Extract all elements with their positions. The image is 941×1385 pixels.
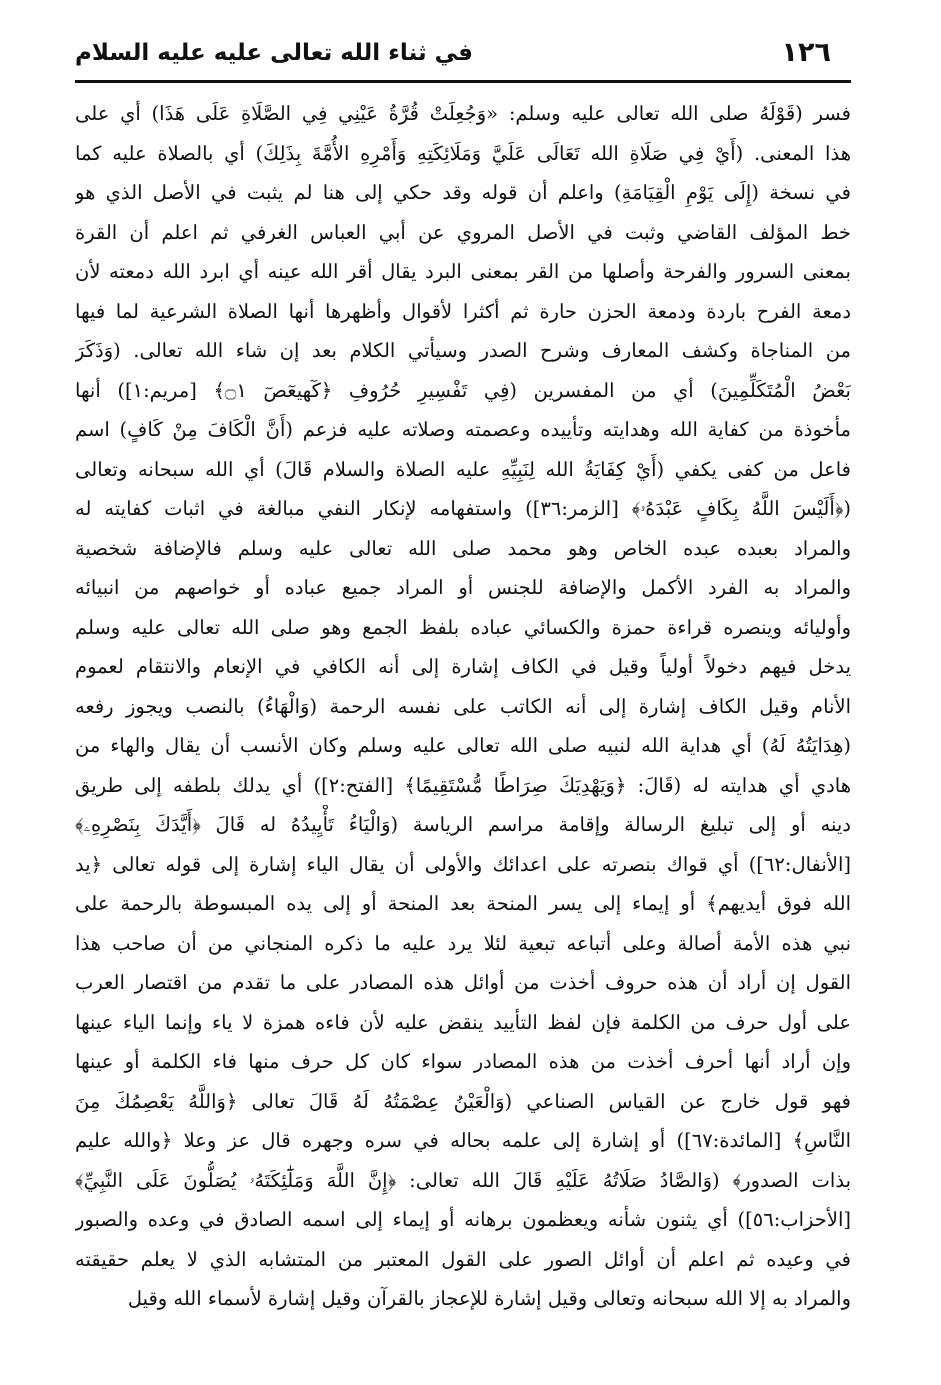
text-line: والمراد به الفرد الأكمل والإضافة للجنس أو المراد جميع عباده أو خواصهم من انبيائه bbox=[75, 576, 851, 599]
text-line: في وعيده ثم اعلم أن أوائل الصور على القول المعتبر من المتشابه الذي لا يعلم حقيقته bbox=[75, 1247, 851, 1271]
text-line: (﴿أَلَيْسَ اللَّهُ بِكَافٍ عَبْدَهُۥ﴾ [الزمر:٣٦]) واستفهامه لإنكار النفي مبالغة في اثبات كفايته له bbox=[75, 497, 851, 520]
text-line: نبي هذه الأمة أصالة وعلى أتباعه تبعية لئلا يرد عليه ما ذكره المنجاني من أن صاحب هذا bbox=[75, 931, 851, 955]
text-line: (هِدَايَتُهُ لَهُ) أي هداية الله لنبيه صلى الله تعالى عليه وسلم وكان الأنسب أن يقال والهاء من bbox=[75, 734, 851, 757]
header-divider bbox=[75, 80, 851, 83]
text-line: من المناجاة وكشف المعارف وشرح الصدر وسيأتي الكلام بعد إن شاء الله تعالى. (وَذَكَرَ bbox=[75, 339, 851, 362]
text-line: الأنام وقيل الكاف إشارة إلى أنه الكاتب على نفسه الرحمة (وَالْهَاءُ) بالنصب ويجوز رفعه bbox=[75, 694, 851, 718]
text-line: النَّاسِ﴾ [المائدة:٦٧]) أو إشارة إلى علمه بحاله في سره وجهره قال عز وعلا ﴿والله عليم bbox=[75, 1129, 851, 1152]
text-line: وأوليائه وينصره قراءة حمزة والكسائي عباده بلفظ الجمع وهو صلى الله تعالى عليه وسلم bbox=[75, 615, 851, 639]
text-line: والمراد به إلا الله سبحانه وتعالى وقيل إشارة للإعجاز بالقرآن وقيل إشارة لأسماء الله وقيل bbox=[127, 1287, 851, 1310]
text-line: فاعل من كفى يكفي (أَيْ كِفَايَةُ الله لِنَبِيِّهِ عليه الصلاة والسلام قَالَ) أي الله سبحانه وتعالى bbox=[75, 457, 851, 481]
text-line: فسر (قَوْلَهُ صلى الله تعالى عليه وسلم: «وَجُعِلَتْ قُرَّةُ عَيْنِي فِي الصَّلَاةِ عَلَى هَذَا) أي على bbox=[75, 102, 851, 125]
text-line: بَعْضُ الْمُتَكَلِّمِينَ) أي من المفسرين (فِي تَفْسِيرِ حُرُوفِ ﴿كٓهيعٓصٓ ۝١﴾ [مريم:١]) أنها bbox=[75, 378, 851, 402]
text-line: مأخوذة من كفاية الله وهدايته وتأييده وعصمته وصلاته عليه فزعم (أَنَّ الْكَافَ مِنْ كَافٍ) اسم bbox=[75, 418, 851, 441]
text-line: فهو قول خارج عن القياس الصناعي (وَالْعَيْنُ عِصْمَتُهُ لَهُ قَالَ تعالى ﴿وَاللَّهُ يَعْصِمُكَ مِنَ bbox=[75, 1089, 851, 1113]
text-line: هذا المعنى. (أَيْ فِي صَلَاةِ الله تَعَالَى عَلَيَّ وَمَلَائِكَتِهِ وَأَمْرِهِ الأُمَّةَ بِذَلِكَ) أي بالصلاة عليه كما bbox=[75, 141, 851, 165]
text-line: والمراد بعبده عبده الخاص وهو محمد صلى الله تعالى عليه وسلم فالإضافة شخصية bbox=[75, 536, 851, 560]
text-line: هادي أي هدايته له (قَالَ: ﴿وَيَهْدِيَكَ صِرَاطًا مُّسْتَقِيمًا﴾ [الفتح:٢]) أي يدلك بلطفه إلى طريق bbox=[75, 773, 851, 797]
text-line: دمعة الفرح باردة ودمعة الحزن حارة ثم أكثرا لأقوال وأظهرها أنها الصلاة الشرعية لما فيها bbox=[75, 299, 851, 323]
page-header bbox=[75, 30, 851, 72]
text-line: في نسخة (إِلَى يَوْمِ الْقِيَامَةِ) واعلم أن قوله وقد حكي إلى هنا لم يثبت في الأصل الذي هو bbox=[75, 181, 851, 204]
text-line: بمعنى السرور والفرحة وأصلها من القر بمعنى البرد يقال أقر الله عينه أي ابرد الله دمعته لأن bbox=[75, 260, 851, 283]
text-line: وإن أراد أنها أحرف أخذت من هذه المصادر سواء كان كل حرف منها فاء الكلمة أو عينها bbox=[75, 1050, 851, 1073]
text-line: القول إن أراد أن هذه حروف أخذت من أوائل هذه المصادر على ما تقدم من اقتصار العرب bbox=[75, 971, 851, 994]
page-number: ١٢٦ bbox=[781, 37, 831, 68]
text-line: بذات الصدور﴾ (وَالصَّادُ صَلَاتُهُ عَلَيْهِ قَالَ الله تعالى: ﴿إِنَّ اللَّهَ وَمَلَٰٓئِكَتَهُۥ يُصَلُّونَ عَلَى النَّبِيِّ﴾ bbox=[75, 1168, 851, 1192]
running-title: في ثناء الله تعالى عليه عليه السلام bbox=[75, 40, 473, 66]
text-line: على أول حرف من الكلمة فإن لفظ التأييد ينقض عليه لأن فاءه همزة لا ياء وإنما الياء عينها bbox=[75, 1010, 851, 1034]
body-text bbox=[75, 94, 851, 1344]
text-line: [الأنفال:٦٢]) أي قواك بنصرته على اعدائك والأولى أن يقال الياء إشارة إلى قوله تعالى ﴿يد bbox=[75, 852, 851, 876]
text-line: خط المؤلف القاضي وثبت في الأصل المروي عن أبي العباس الغرفي ثم اعلم أن القرة bbox=[75, 220, 851, 244]
text-line: يدخل فيهم دخولاً أولياً وقيل في الكاف إشارة إلى أنه الكافي في الإنعام والانتقام لعموم bbox=[75, 655, 851, 678]
text-line: [الأحزاب:٥٦]) أي يثنون شأنه ويعظمون برهانه أو إيماء إلى اسمه الصادق في وعده والصبور bbox=[75, 1208, 851, 1231]
text-line: دينه أو إلى تبليغ الرسالة وإقامة مراسم الرياسة (وَالْيَاءُ تَأْيِيدُهُ له قَالَ ﴿أَيَّدَكَ بِنَصْرِهِۦ﴾ bbox=[75, 813, 851, 836]
text-line: الله فوق أيديهم﴾ أو إيماء إلى يسر المنحة بعد المنحة أو إلى يده المبسوطة بالرحمة على bbox=[75, 892, 851, 915]
